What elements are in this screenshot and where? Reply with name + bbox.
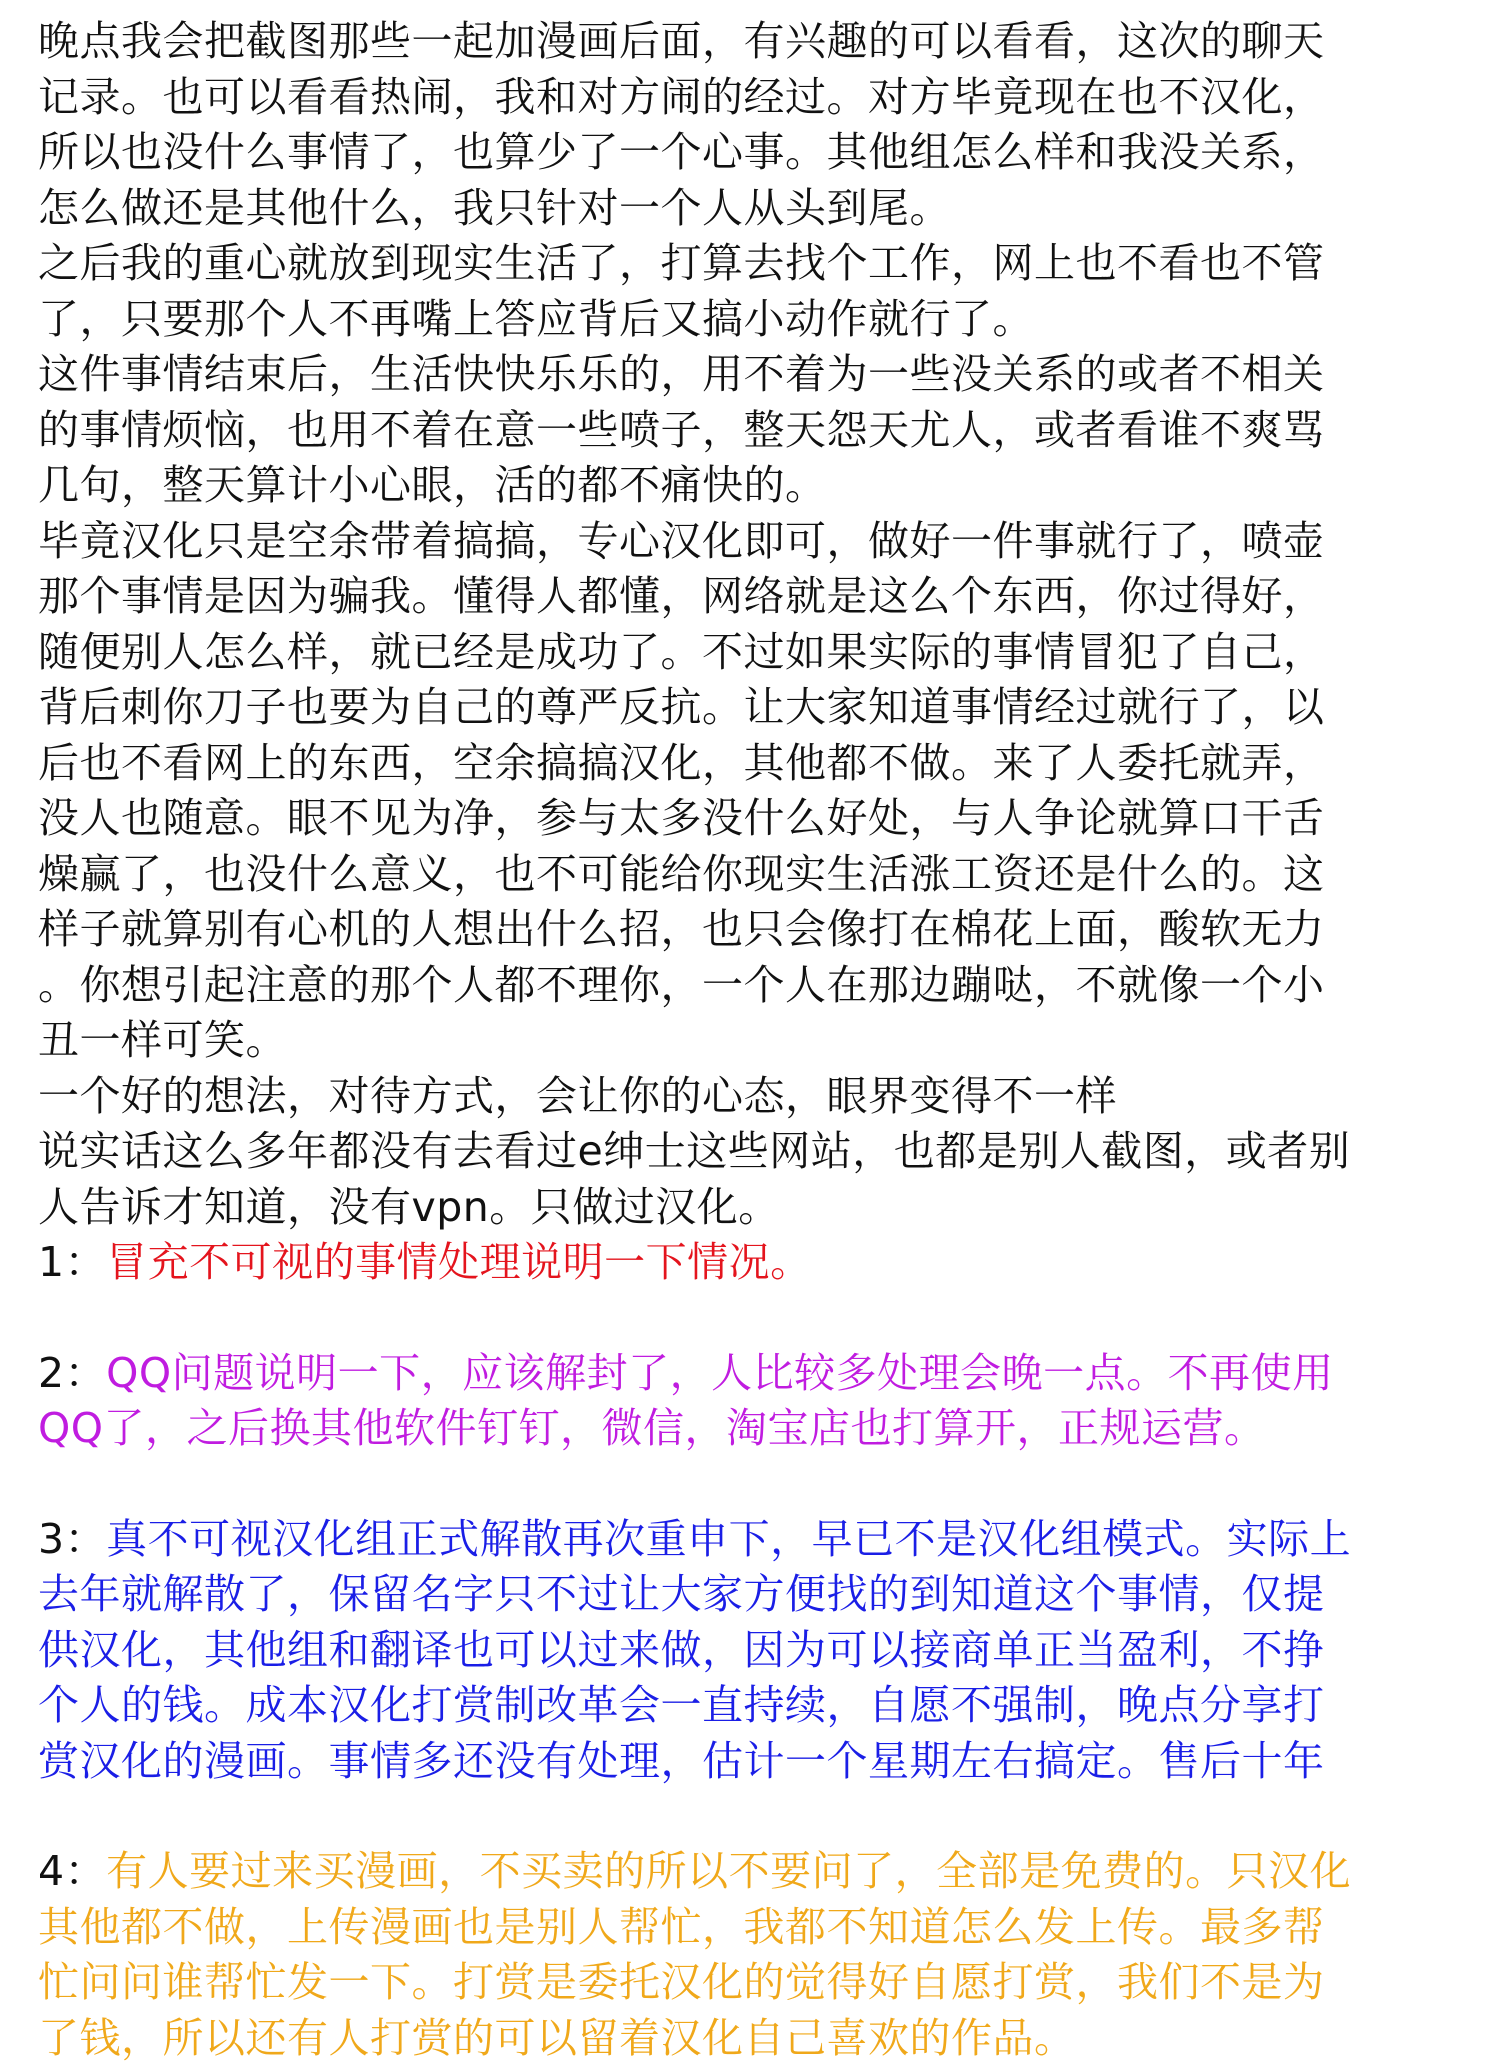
paragraph-1: 晚点我会把截图那些一起加漫画后面，有兴趣的可以看看，这次的聊天 记录。也可以看看热闹，我和对方闹的经过。对方毕竟现在也不汉化， 所以也没什么事情了，也算少了一个心事。其他组怎么样和我没关系， 怎么做还是其他什么，我只针对一个人从头到尾。 [38, 17, 1325, 232]
note-4 [38, 1844, 1458, 2066]
paragraph-5: 一个好的想法，对待方式，会让你的心态，眼界变得不一样 [38, 1071, 1117, 1120]
note-3-text: 真不可视汉化组正式解散再次重申下，早已不是汉化组模式。实际上 去年就解散了，保留名字只不过让大家方便找的到知道这个事情，仅提 供汉化，其他组和翻译也可以过来做，因为可以接商单正当盈利，不挣 个人的钱。成本汉化打赏制改革会一直持续，自愿不强制，晚点分享打 赏汉化的漫画。事情多还没有处理，估计一个星期左右搞定。售后十年 [38, 1514, 1352, 1785]
paragraph-4: 毕竟汉化只是空余带着搞搞，专心汉化即可，做好一件事就行了，喷壶 那个事情是因为骗我。懂得人都懂，网络就是这么个东西，你过得好， 随便别人怎么样，就已经是成功了。不过如果实际的事情冒犯了自己， 背后刺你刀子也要为自己的尊严反抗。让大家知道事情经过就行了，以 后也不看网上的东西，空余搞搞汉化，其他都不做。来了人委托就弄， 没人也随意。眼不见为净，参与太多没什么好处，与人争论就算口干舌 燥赢了，也没什么意义，也不可能给你现实生活涨工资还是什么的。这 样子就算别有心机的人想出什么招，也只会像打在棉花上面，酸软无力 。你想引起注意的那个人都不理你，一个人在那边蹦哒，不就像一个小 丑一样可笑。 [38, 516, 1325, 1064]
paragraph-2: 之后我的重心就放到现实生活了，打算去找个工作，网上也不看也不管 了，只要那个人不再嘴上答应背后又搞小动作就行了。 [38, 239, 1325, 343]
note-1 [38, 1235, 1458, 1291]
note-4-number: 4： [38, 1847, 107, 1895]
note-1-number: 1： [38, 1238, 107, 1286]
note-4-text: 有人要过来买漫画，不买卖的所以不要问了，全部是免费的。只汉化 其他都不做，上传漫画也是别人帮忙，我都不知道怎么发上传。最多帮 忙问问谁帮忙发一下。打赏是委托汉化的觉得好自愿打赏，我们不是为 了钱，所以还有人打赏的可以留着汉化自己喜欢的作品。 [38, 1847, 1352, 2062]
note-3 [38, 1512, 1458, 1790]
document-text [38, 14, 1458, 2066]
paragraph-3: 这件事情结束后，生活快快乐乐的，用不着为一些没关系的或者不相关 的事情烦恼，也用不着在意一些喷子，整天怨天尤人，或者看谁不爽骂 几句，整天算计小心眼，活的都不痛快的。 [38, 350, 1325, 509]
note-3-number: 3： [38, 1514, 107, 1563]
paragraph-6: 说实话这么多年都没有去看过e绅士这些网站，也都是别人截图，或者别 人告诉才知道，没有vpn。只做过汉化。 [38, 1127, 1351, 1231]
note-1-text: 冒充不可视的事情处理说明一下情况。 [106, 1238, 812, 1286]
spacer [38, 1291, 1458, 1346]
spacer [38, 1457, 1458, 1512]
note-2 [38, 1346, 1458, 1457]
spacer [38, 1789, 1458, 1844]
note-2-text: QQ问题说明一下，应该解封了，人比较多处理会晚一点。不再使用 QQ了，之后换其他软件钉钉，微信，淘宝店也打算开，正规运营。 [38, 1348, 1334, 1452]
note-2-number: 2： [38, 1348, 107, 1397]
